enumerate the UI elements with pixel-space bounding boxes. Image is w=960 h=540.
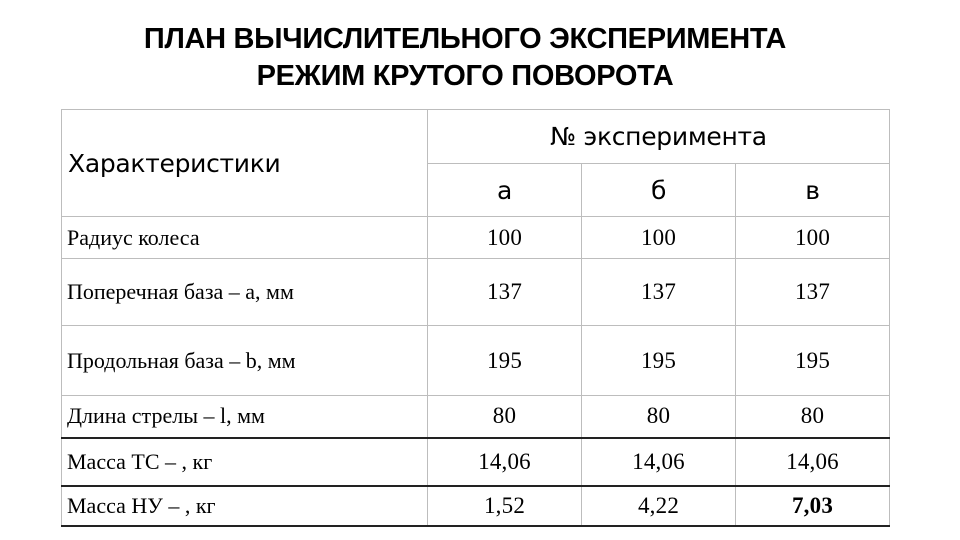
- slide-title-line1: ПЛАН ВЫЧИСЛИТЕЛЬНОГО ЭКСПЕРИМЕНТА: [143, 23, 787, 55]
- cell-value: 80: [428, 396, 582, 438]
- header-col-b: б: [582, 164, 736, 217]
- cell-value: 100: [736, 217, 890, 259]
- cell-value: 195: [582, 326, 736, 396]
- row-label-payload-mass: Масса НУ – , кг: [62, 486, 428, 526]
- header-row-top: [62, 110, 890, 164]
- cell-value: 4,22: [582, 486, 736, 526]
- cell-value-highlighted: 7,03: [736, 486, 890, 526]
- cell-value: 14,06: [582, 438, 736, 486]
- table-row: [62, 217, 890, 259]
- row-label-boom-length: Длина стрелы – l, мм: [62, 396, 428, 438]
- table-row: [62, 396, 890, 438]
- row-label-vehicle-mass: Масса ТС – , кг: [62, 438, 428, 486]
- cell-value: 14,06: [736, 438, 890, 486]
- slide-title-line2: РЕЖИМ КРУТОГО ПОВОРОТА: [256, 60, 674, 92]
- header-characteristics: Характеристики: [62, 110, 428, 217]
- experiment-plan-table: [61, 109, 890, 527]
- table-row: [62, 326, 890, 396]
- header-experiment-number: № эксперимента: [428, 110, 890, 164]
- cell-value: 1,52: [428, 486, 582, 526]
- cell-value: 195: [428, 326, 582, 396]
- cell-value: 100: [582, 217, 736, 259]
- table-row: [62, 486, 890, 526]
- cell-value: 195: [736, 326, 890, 396]
- header-col-c: в: [736, 164, 890, 217]
- row-label-wheelbase: Продольная база – b, мм: [62, 326, 428, 396]
- header-col-a: а: [428, 164, 582, 217]
- cell-value: 137: [582, 259, 736, 326]
- cell-value: 137: [736, 259, 890, 326]
- cell-value: 80: [582, 396, 736, 438]
- table-row: [62, 259, 890, 326]
- row-label-wheel-radius: Радиус колеса: [62, 217, 428, 259]
- cell-value: 137: [428, 259, 582, 326]
- cell-value: 80: [736, 396, 890, 438]
- row-label-track-width: Поперечная база – а, мм: [62, 259, 428, 326]
- cell-value: 100: [428, 217, 582, 259]
- cell-value: 14,06: [428, 438, 582, 486]
- table-row: [62, 438, 890, 486]
